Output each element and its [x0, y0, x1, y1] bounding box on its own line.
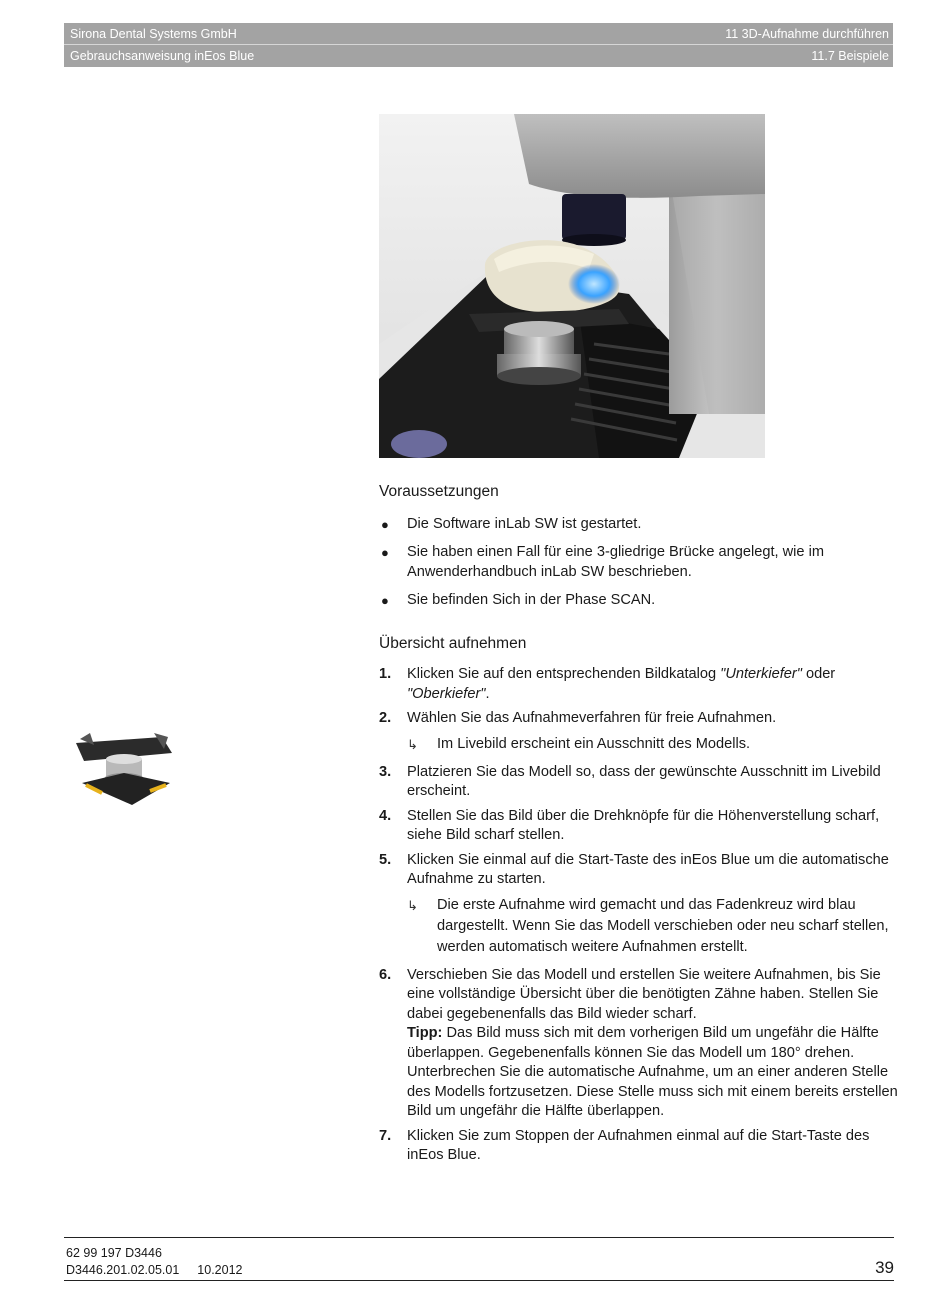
step-item: 3. Platzieren Sie das Modell so, dass der gewünschte Ausschnitt im Livebild erscheint.: [379, 763, 881, 799]
header-section: 11.7 Beispiele: [811, 49, 889, 63]
header-chapter: 11 3D-Aufnahme durchführen: [725, 27, 889, 41]
header-doc-title: Gebrauchsanweisung inEos Blue: [70, 49, 255, 63]
step-item: 6. Verschieben Sie das Modell und erstellen Sie weitere Aufnahmen, bis Sie eine vollständige Übersicht über die benötigten Zähne haben. Stellen Sie dabei gegebenenfalls das Bild wieder scharf. Tipp: Das Bild muss sich mit dem vorherigen Bild um ungefähr die Hälfte überlappen. Gegebenenfalls können Sie das Modell um 180° drehen. Unterbrechen Sie die automatische Aufnahme, um an einer anderen Stelle des Modells fortzusetzen. Diese Stelle muss sich mit einem bereits erstellen Bild um ungefähr die Hälfte überlappen.: [379, 966, 898, 1119]
bullet-dot-icon: ●: [381, 545, 389, 560]
footer-doc-info: [66, 1245, 242, 1279]
step-number: 6.: [379, 966, 392, 983]
scanner-photo: [379, 114, 765, 458]
step-item: 2. Wählen Sie das Aufnahmeverfahren für freie Aufnahmen. ↳ Im Livebild erscheint ein Ausschnitt des Modells.: [379, 709, 899, 755]
page-number: 39: [875, 1258, 894, 1277]
step-number: 5.: [379, 851, 392, 868]
catalog-name-upper: "Oberkiefer": [407, 685, 486, 702]
header-divider: [64, 44, 893, 45]
holder-thumbnail: [72, 723, 176, 813]
step-number: 1.: [379, 666, 392, 682]
result-arrow-icon: ↳: [407, 736, 418, 752]
result-arrow-icon: ↳: [407, 897, 418, 913]
tip-label: Tipp:: [407, 1025, 443, 1041]
step-item: 1. Klicken Sie auf den entsprechenden Bildkatalog "Unterkiefer" oder "Oberkiefer".: [379, 666, 836, 702]
step-result: ↳ Die erste Aufnahme wird gemacht und das Fadenkreuz wird blau dargestellt. Wenn Sie das Modell verschieben oder neu scharf stellen, werden automatisch weitere Aufnahmen erstellt.: [407, 896, 889, 955]
step-number: 4.: [379, 807, 392, 824]
doc-number: 62 99 197 D3446: [66, 1246, 162, 1260]
step-number: 2.: [379, 710, 392, 726]
doc-date: 10.2012: [197, 1263, 243, 1277]
header-company: Sirona Dental Systems GmbH: [70, 27, 237, 41]
catalog-name-lower: "Unterkiefer": [720, 666, 802, 682]
step-number: 3.: [379, 763, 392, 780]
prerequisites-heading: Voraussetzungen: [379, 483, 499, 500]
list-item: ● Sie haben einen Fall für eine 3-gliedrige Brücke angelegt, wie im Anwenderhandbuch inLab SW beschrieben.: [381, 544, 824, 580]
overview-heading: Übersicht aufnehmen: [379, 634, 527, 652]
bullet-dot-icon: ●: [381, 516, 389, 532]
step-item: 7. Klicken Sie zum Stoppen der Aufnahmen einmal auf die Start-Taste des inEos Blue.: [379, 1127, 870, 1163]
bullet-dot-icon: ●: [381, 593, 389, 608]
footer-divider-bottom: [64, 1280, 894, 1281]
instruction-content: [379, 482, 899, 1171]
list-item: ● Die Software inLab SW ist gestartet.: [379, 515, 899, 535]
overview-steps: [379, 665, 899, 1166]
doc-version: D3446.201.02.05.01: [66, 1263, 180, 1277]
page-header: [64, 23, 893, 67]
step-item: 5. Klicken Sie einmal auf die Start-Taste des inEos Blue um die automatische Aufnahme zu starten. ↳ Die erste Aufnahme wird gemacht und das Fadenkreuz wird blau dargestellt. Wenn Sie das Modell verschieben oder neu scharf stellen, werden automatisch weitere Aufnahmen erstellt.: [379, 851, 899, 958]
step-result: ↳ Im Livebild erscheint ein Ausschnitt des Modells.: [407, 734, 899, 755]
list-item: ● Sie befinden Sich in der Phase SCAN.: [379, 591, 899, 611]
step-number: 7.: [379, 1127, 392, 1144]
prerequisites-list: [379, 515, 899, 611]
step-item: 4. Stellen Sie das Bild über die Drehknöpfe für die Höhenverstellung scharf, siehe Bild scharf stellen.: [379, 807, 880, 843]
footer-divider-top: [64, 1237, 894, 1238]
